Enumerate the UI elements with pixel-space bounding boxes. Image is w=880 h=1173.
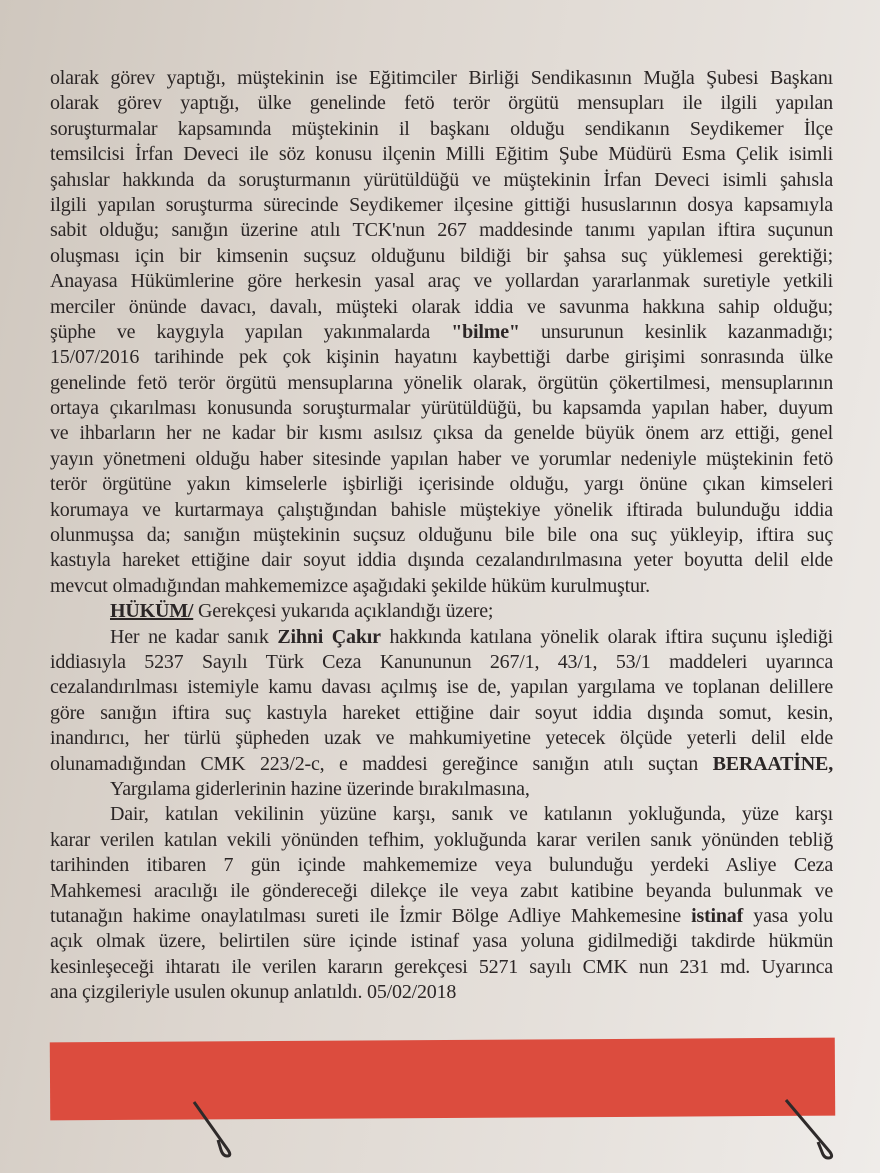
text-line xyxy=(50,244,833,269)
text-segment: tutanağın hakime onaylatılması sureti ile İzmir Bölge Adliye Mahkemesine xyxy=(50,904,692,927)
text-segment: Mahkemesi aracılığı ile göndereceği dilekçe ile veya zabıt katibine beyanda bulunmak ve xyxy=(50,879,833,902)
text-segment: olunmuşsa da; sanığın müştekinin suçsuz olduğunu bile bile ona suç yükleyip, iftira suç xyxy=(50,524,833,547)
text-segment: Her ne kadar sanık xyxy=(110,625,278,648)
text-segment: yasa yolu xyxy=(743,904,833,927)
text-line xyxy=(50,396,833,421)
text-line xyxy=(50,675,833,700)
redaction-box xyxy=(50,1038,835,1121)
text-line xyxy=(50,574,833,599)
text-line xyxy=(50,498,833,523)
text-line xyxy=(50,599,833,624)
text-segment: ana çizgileriyle usulen okunup anlatıldı. 05/02/2018 xyxy=(50,981,457,1004)
text-segment: terör örgütüne yakın kimselerle işbirliği içerisinde olduğu, yargı önüne çıkan kimseleri xyxy=(50,473,833,496)
paper-clip-icon xyxy=(190,1100,240,1160)
text-segment: hakkında katılana yönelik olarak iftira suçunu işlediği xyxy=(380,625,833,648)
emphasized-text: BERAATİNE, xyxy=(712,752,833,775)
text-segment: şüphe ve kaygıyla yapılan yakınmalarda xyxy=(50,320,452,343)
text-segment: iddiasıyla 5237 Sayılı Türk Ceza Kanununun 267/1, 43/1, 53/1 maddeleri uyarınca xyxy=(50,650,833,673)
text-line xyxy=(50,295,833,320)
text-segment: genelinde fetö terör örgütü mensuplarına yönelik olarak, örgütün çökertilmesi, mensuplarının xyxy=(50,371,833,394)
text-segment: karar verilen katılan vekili yönünden tefhim, yokluğunda karar verilen sanık yönünden tebliğ xyxy=(50,828,833,851)
text-line xyxy=(50,91,833,116)
text-segment: Gerekçesi yukarıda açıklandığı üzere; xyxy=(193,600,494,623)
text-line xyxy=(50,752,833,777)
text-segment: kesinleşeceği ihtaratı ile verilen kararın gerekçesi 5271 sayılı CMK nun 231 md. Uyarınca xyxy=(50,955,833,978)
text-segment: cezalandırılması istemiyle kamu davası açılmış ise de, yapılan yargılama ve toplanan delillere xyxy=(50,676,833,699)
text-line xyxy=(50,828,833,853)
text-segment: olarak görev yaptığı, ülke genelinde fetö terör örgütü mensupları ile ilgili yapılan xyxy=(50,92,833,115)
text-segment: Dair, katılan vekilinin yüzüne karşı, sanık ve katılanın yokluğunda, yüze karşı xyxy=(110,803,833,826)
text-segment: temsilcisi İrfan Deveci ile söz konusu ilçenin Milli Eğitim Şube Müdürü Esma Çelik isimli xyxy=(50,143,833,166)
text-line xyxy=(50,929,833,954)
text-line xyxy=(50,853,833,878)
text-line xyxy=(50,218,833,243)
text-segment: inandırıcı, her türlü şüpheden uzak ve mahkumiyetine yetecek ölçüde yeterli delil elde xyxy=(50,727,833,750)
text-segment: şahıslar hakkında da soruşturmanın yürütüldüğü ve müştekinin İrfan Deveci isimli şahısla xyxy=(50,168,833,191)
text-line xyxy=(50,548,833,573)
text-segment: açık olmak üzere, belirtilen süre içinde istinaf yasa yoluna gidilmediği takdirde hükmün xyxy=(50,930,833,953)
text-line xyxy=(50,345,833,370)
text-segment: yayın yönetmeni olduğu haber sitesinde yapılan haber ve yorumlar nedeniyle müştekinin fetö xyxy=(50,447,833,470)
text-line xyxy=(50,701,833,726)
paper-clip-icon xyxy=(782,1098,842,1163)
text-line xyxy=(50,726,833,751)
text-line xyxy=(50,117,833,142)
text-segment: Anayasa Hükümlerine göre herkesin yasal araç ve yollardan yararlanmak suretiyle yetkili xyxy=(50,270,833,293)
text-segment: olunamadığından CMK 223/2-c, e maddesi gereğince sanığın atılı suçtan xyxy=(50,752,713,775)
text-segment: ilgili yapılan soruşturma sürecinde Seydikemer ilçesine gittiği hususlarının dosya kapsamıyla xyxy=(50,193,833,216)
text-line xyxy=(50,168,833,193)
emphasized-text: HÜKÜM/ xyxy=(110,600,194,623)
text-segment: merciler önünde davacı, davalı, müşteki olarak iddia ve savunma hakkına sahip olduğu; xyxy=(50,295,833,318)
text-segment: unsurunun kesinlik kazanmadığı; xyxy=(519,320,834,343)
text-segment: olarak görev yaptığı, müştekinin ise Eğitimciler Birliği Sendikasının Muğla Şubesi Başkanı xyxy=(50,67,833,89)
text-line xyxy=(50,625,833,650)
text-line xyxy=(50,269,833,294)
emphasized-text: istinaf xyxy=(691,904,744,927)
text-line xyxy=(50,650,833,675)
text-segment: mevcut olmadığından mahkememizce aşağıdaki şekilde hüküm kurulmuştur. xyxy=(50,574,650,597)
text-line xyxy=(50,193,833,218)
emphasized-text: "bilme" xyxy=(451,320,520,343)
text-line xyxy=(50,447,833,472)
text-line xyxy=(50,904,833,929)
text-line xyxy=(50,371,833,396)
text-segment: korumaya ve kurtarmaya çalıştığından bahisle müştekiye yönelik iftirada bulunduğu iddia xyxy=(50,498,833,521)
text-line xyxy=(50,320,833,345)
text-line xyxy=(50,142,833,167)
text-line xyxy=(50,955,833,980)
text-segment: sabit olduğu; sanığın üzerine atılı TCK'nun 267 maddesinde tanımı yapılan iftira suçunun xyxy=(50,219,833,242)
text-segment: ve ihbarların her ne kadar bir kısmı asılsız çıksa da genelde büyük önem arz ettiği, genel xyxy=(50,422,833,445)
text-line xyxy=(50,523,833,548)
text-segment: soruşturmalar kapsamında müştekinin il başkanı olduğu sendikanın Seydikemer İlçe xyxy=(50,117,833,140)
text-line xyxy=(50,472,833,497)
text-line xyxy=(50,980,833,1005)
text-segment: 15/07/2016 tarihinde pek çok kişinin hayatını kaybettiği darbe girişimi sonrasında ülke xyxy=(50,346,833,369)
text-segment: tarihinden itibaren 7 gün içinde mahkememize veya bulunduğu yerdeki Asliye Ceza xyxy=(50,854,833,877)
emphasized-text: Zihni Çakır xyxy=(277,625,381,648)
text-segment: göre sanığın iftira suç kastıyla hareket ettiğine dair soyut iddia dışında somut, kesin, xyxy=(50,701,833,724)
text-segment: Yargılama giderlerinin hazine üzerinde bırakılmasına, xyxy=(110,777,530,800)
text-segment: oluşması için bir kimsenin suçsuz olduğunu bildiği bir şahsa suç yüklemesi gerektiği; xyxy=(50,244,833,267)
text-line xyxy=(50,802,833,827)
text-segment: kastıyla hareket ettiğine dair soyut iddia dışında cezalandırılmasına yeter boyutta delil elde xyxy=(50,549,833,572)
text-line xyxy=(50,66,833,91)
text-line xyxy=(50,879,833,904)
text-line xyxy=(50,421,833,446)
text-line xyxy=(50,777,833,802)
text-segment: ortaya çıkarılması konusunda soruşturmalar yürütüldüğü, bu kapsamda yapılan haber, duyum xyxy=(50,397,833,420)
court-decision-text xyxy=(50,66,833,1005)
